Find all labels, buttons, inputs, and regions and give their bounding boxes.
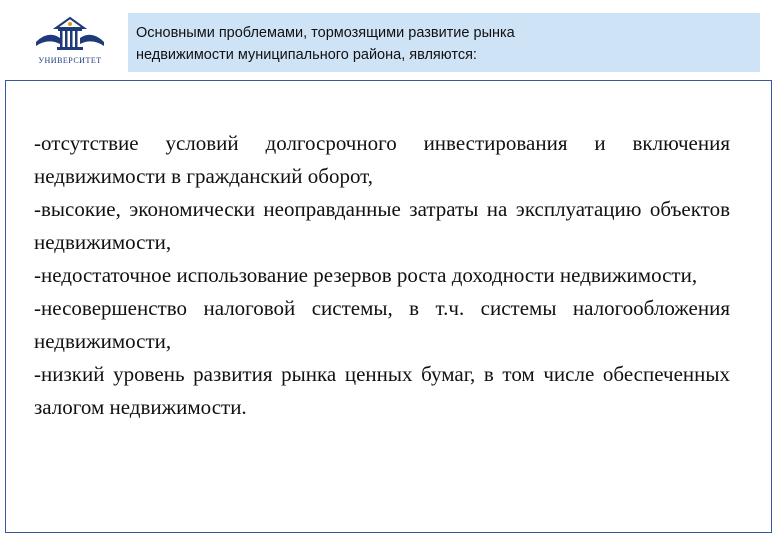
list-item: -отсутствие условий долгосрочного инвестирования и включения недвижимости в гражданский оборот, xyxy=(34,131,730,188)
slide-title-line-1: Основными проблемами, тормозящими развитие рынка xyxy=(136,25,515,41)
slide-title-box xyxy=(128,13,760,72)
list-item: -недостаточное использование резервов роста доходности недвижимости, xyxy=(34,263,698,287)
slide-title-line-2: недвижимости муниципального района, являются: xyxy=(136,47,477,63)
list-item: -низкий уровень развития рынка ценных бумаг, в том числе обеспеченных залогом недвижимости. xyxy=(34,362,730,419)
list-item: -высокие, экономически неоправданные затраты на эксплуатацию объектов недвижимости, xyxy=(34,197,730,254)
building-emblem-icon xyxy=(30,12,110,56)
problem-list xyxy=(34,127,730,424)
logo-caption: УНИВЕРСИТЕТ xyxy=(38,56,102,65)
list-item: -несовершенство налоговой системы, в т.ч. системы налогообложения недвижимости, xyxy=(34,296,730,353)
university-logo xyxy=(30,12,110,76)
slide-title xyxy=(136,22,752,66)
